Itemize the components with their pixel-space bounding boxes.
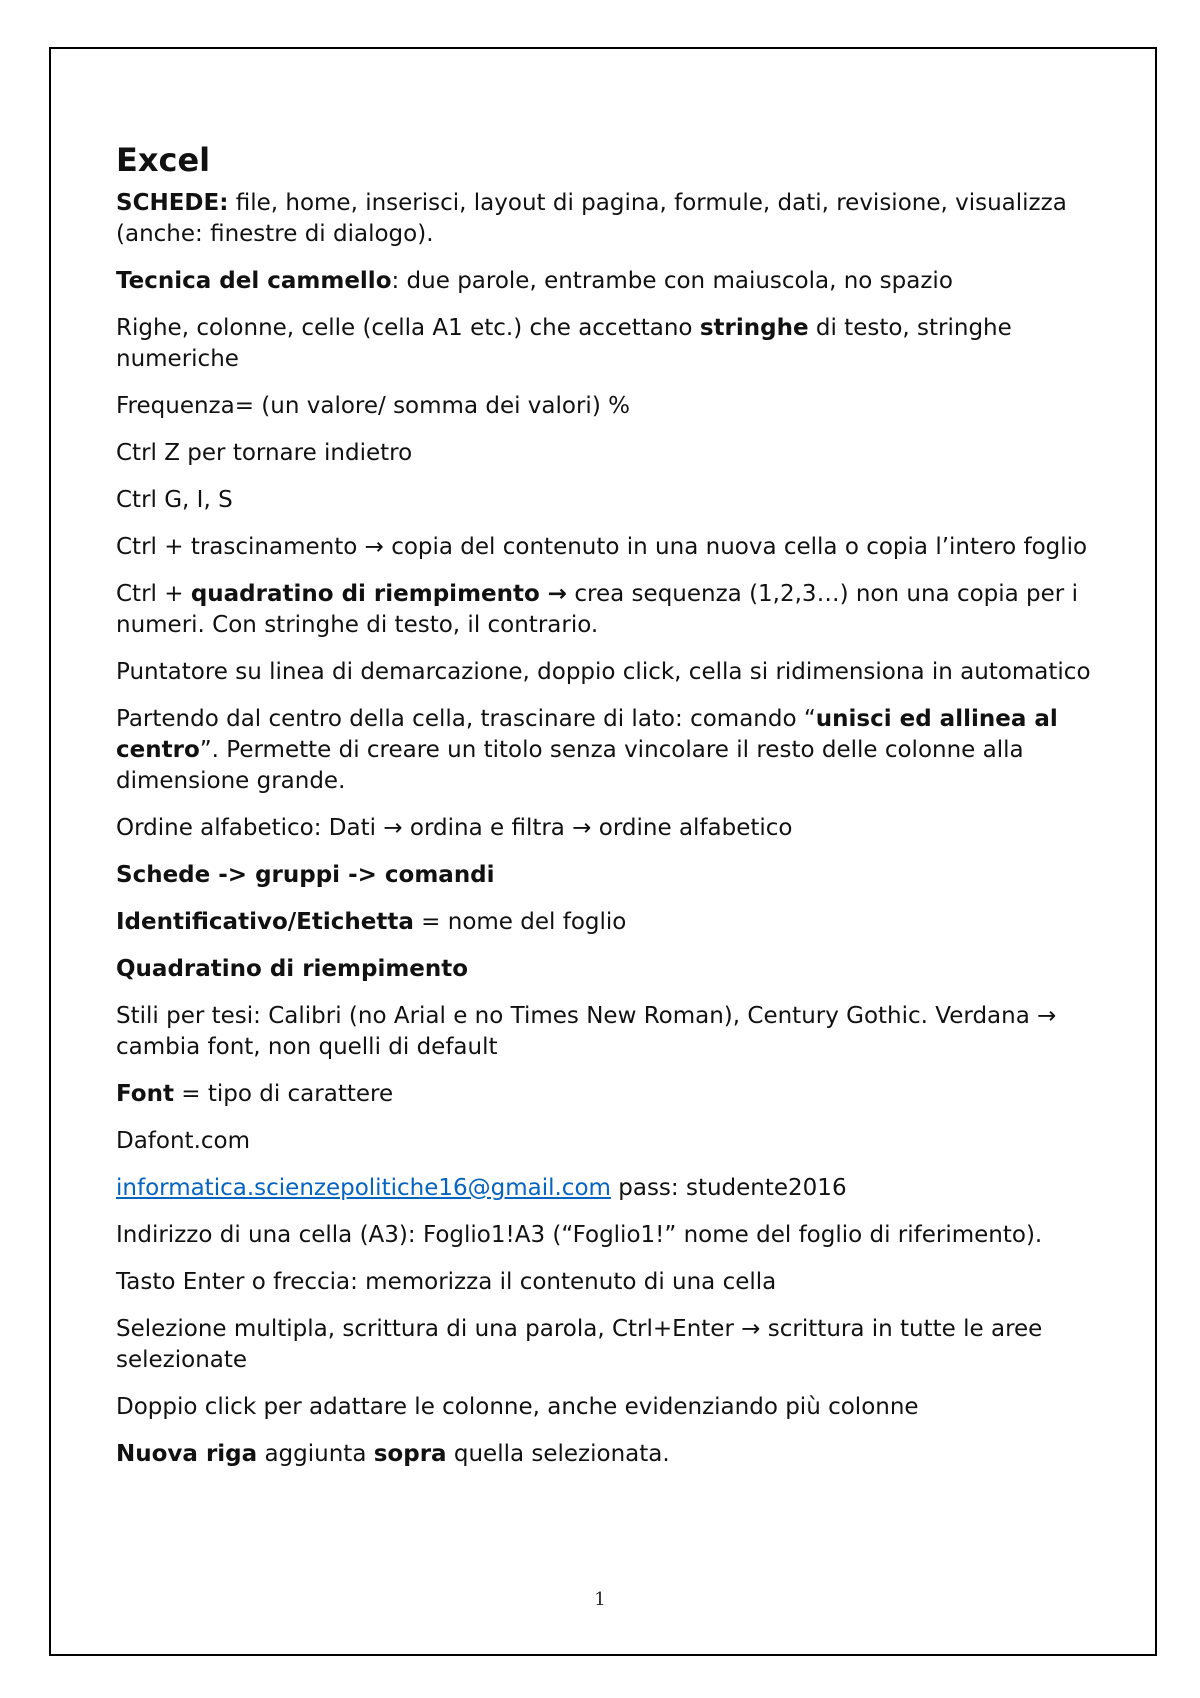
bold-text: stringhe — [699, 315, 809, 341]
text-run: Puntatore su linea di demarcazione, doppio click, cella si ridimensiona in automatico — [116, 659, 1091, 685]
text-run: Frequenza= (un valore/ somma dei valori) % — [116, 393, 630, 419]
paragraph-list — [116, 188, 1096, 1470]
text-run: file, home, inserisci, layout di pagina, formule, dati, revisione, visualizza (anche: finestre di dialogo). — [116, 190, 1067, 247]
paragraph — [116, 1079, 1096, 1110]
paragraph — [116, 391, 1096, 422]
text-run: aggiunta — [257, 1441, 374, 1467]
paragraph — [116, 1392, 1096, 1423]
text-run: Ctrl G, I, S — [116, 487, 233, 513]
paragraph — [116, 438, 1096, 469]
paragraph — [116, 313, 1096, 375]
paragraph — [116, 1173, 1096, 1204]
text-run: Partendo dal centro della cella, trascinare di lato: comando “ — [116, 706, 816, 732]
paragraph — [116, 188, 1096, 250]
text-run: ”. Permette di creare un titolo senza vincolare il resto delle colonne alla dimensione grande. — [116, 737, 1024, 794]
bold-text: Identificativo/Etichetta — [116, 909, 414, 935]
text-run: : due parole, entrambe con maiuscola, no spazio — [391, 268, 953, 294]
paragraph — [116, 860, 1096, 891]
text-run: Indirizzo di una cella (A3): Foglio1!A3 (“Foglio1!” nome del foglio di riferimento). — [116, 1222, 1043, 1248]
text-run: Ctrl + — [116, 581, 191, 607]
text-run: Selezione multipla, scrittura di una parola, Ctrl+Enter → scrittura in tutte le aree selezionate — [116, 1316, 1043, 1373]
bold-text: SCHEDE: — [116, 190, 229, 216]
bold-text: quadratino di riempimento → — [190, 581, 568, 607]
text-run: Tasto Enter o freccia: memorizza il contenuto di una cella — [116, 1269, 777, 1295]
paragraph — [116, 1001, 1096, 1063]
text-run: = tipo di carattere — [173, 1081, 394, 1107]
page-number: 1 — [594, 1589, 606, 1610]
text-run: Ctrl Z per tornare indietro — [116, 440, 413, 466]
paragraph — [116, 266, 1096, 297]
text-run: di testo, stringhe numeriche — [116, 315, 1012, 372]
bold-text: Quadratino di riempimento — [116, 956, 469, 982]
text-run: Righe, colonne, celle (cella A1 etc.) che accettano — [116, 315, 700, 341]
paragraph — [116, 1439, 1096, 1470]
email-link[interactable]: informatica.scienzepolitiche16@gmail.com — [116, 1175, 611, 1201]
bold-text: Tecnica del cammello — [116, 268, 392, 294]
paragraph — [116, 1314, 1096, 1376]
paragraph — [116, 485, 1096, 516]
paragraph — [116, 954, 1096, 985]
text-run: Ordine alfabetico: Dati → ordina e filtra → ordine alfabetico — [116, 815, 793, 841]
paragraph — [116, 813, 1096, 844]
paragraph — [116, 1126, 1096, 1157]
document-title: Excel — [116, 141, 211, 179]
text-run: Ctrl + trascinamento → copia del contenuto in una nuova cella o copia l’intero foglio — [116, 534, 1088, 560]
paragraph — [116, 1267, 1096, 1298]
paragraph — [116, 907, 1096, 938]
document-body — [116, 140, 1096, 1486]
text-run: Stili per tesi: Calibri (no Arial e no Times New Roman), Century Gothic. Verdana → cambia font, non quelli di default — [116, 1003, 1057, 1060]
bold-text: unisci ed allinea al centro — [116, 706, 1058, 763]
bold-text: Schede -> gruppi -> comandi — [116, 862, 495, 888]
text-run: Doppio click per adattare le colonne, anche evidenziando più colonne — [116, 1394, 919, 1420]
text-run: = nome del foglio — [413, 909, 627, 935]
text-run: Dafont.com — [116, 1128, 251, 1154]
paragraph — [116, 657, 1096, 688]
paragraph — [116, 1220, 1096, 1251]
paragraph — [116, 704, 1096, 797]
bold-text: Font — [116, 1081, 174, 1107]
bold-text: sopra — [373, 1441, 447, 1467]
bold-text: Nuova riga — [116, 1441, 258, 1467]
text-run: pass: studente2016 — [610, 1175, 847, 1201]
text-run: crea sequenza (1,2,3…) non una copia per i numeri. Con stringhe di testo, il contrario. — [116, 581, 1078, 638]
text-run: quella selezionata. — [446, 1441, 670, 1467]
paragraph — [116, 579, 1096, 641]
paragraph — [116, 532, 1096, 563]
